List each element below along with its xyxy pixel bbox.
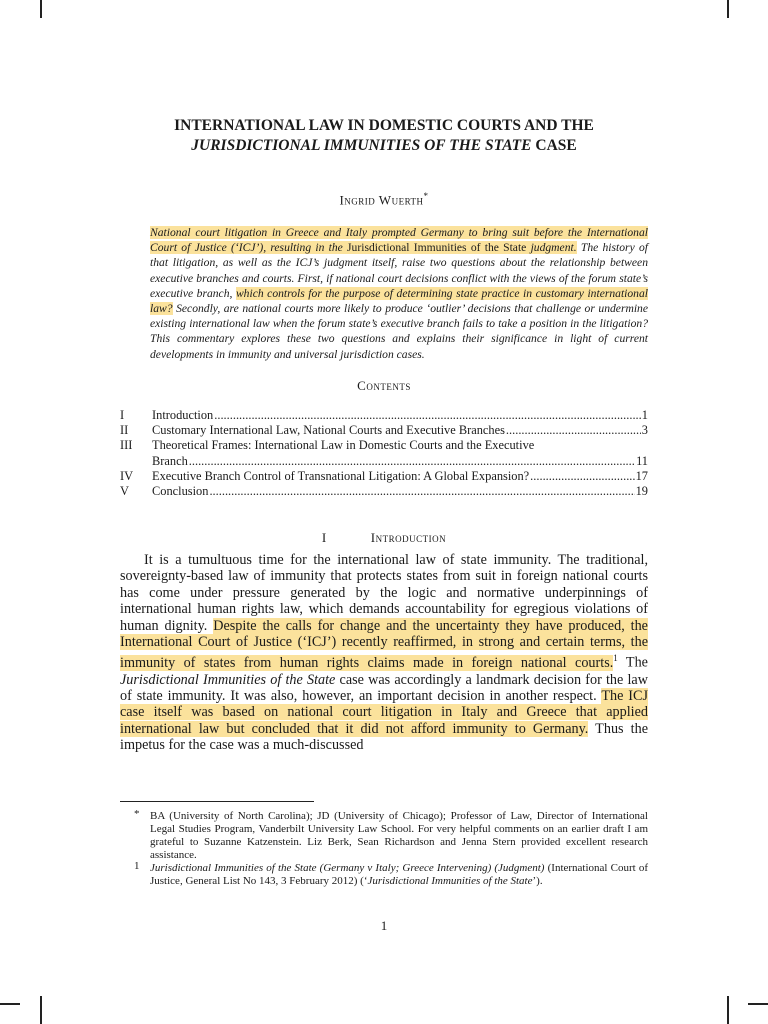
abstract [150, 225, 648, 362]
crop-mark-top-right [727, 0, 729, 18]
toc-page: 17 [635, 468, 648, 483]
toc-page: 1 [641, 408, 648, 422]
footnote-marker: * [134, 808, 140, 820]
footnote-ref-1[interactable]: 1 [613, 653, 618, 664]
toc-leader [189, 454, 635, 469]
abstract-highlight-2: which controls for the purpose of determining state practice in customary international law? [150, 286, 649, 316]
section-heading [120, 530, 648, 546]
abstract-highlight-1 [150, 226, 648, 254]
toc-label: Conclusion [152, 484, 209, 499]
footnote-case-title: Jurisdictional Immunities of the State (Germany v Italy; Greece Intervening) (Judgment) [150, 862, 545, 874]
footnote-citation: (International Court of Justice, General List No 143, 3 February 2012) (‘ [150, 862, 648, 887]
footnote-text: BA (University of North Carolina); JD (University of Chicago); Professor of Law, Director of International Legal Studies Program, Vanderbilt University Law School. For very helpful comments on an earlier draft I am grateful to Suzanne Katzenstein. Liz Berk, Sean Richardson and Jenna Stern provided excellent research assistance. [150, 810, 648, 861]
toc-leader [530, 469, 634, 484]
footnote-short-title: Jurisdictional Immunities of the State [367, 875, 533, 887]
toc-leader [214, 408, 641, 423]
toc-page: 3 [641, 423, 648, 438]
crop-mark-bottom-right [727, 996, 729, 1024]
toc-label: Introduction [152, 408, 214, 422]
toc-label: Executive Branch Control of Transnational Litigation: A Global Expansion? [152, 468, 530, 483]
body-highlight-2: The ICJ case itself was based on national court litigation in Italy and Greece that applied international law but concluded that it did not afford immunity to Germany. [120, 687, 648, 737]
toc-number: V [120, 484, 129, 499]
toc-label: Branch [152, 453, 188, 468]
title-case-name: JURISDICTIONAL IMMUNITIES OF THE STATE [191, 137, 532, 154]
footnote-text [150, 862, 648, 888]
footnote-rule [120, 801, 314, 802]
toc-page: 11 [636, 453, 648, 468]
crop-mark-bottom-left-h [0, 1003, 20, 1005]
toc-page: 19 [635, 484, 648, 499]
body-case-name: Jurisdictional Immunities of the State [120, 671, 336, 688]
toc-number: I [120, 408, 125, 422]
crop-mark-bottom-right-h [748, 1003, 768, 1005]
abstract-text-1b: judgment. [526, 241, 577, 255]
toc-entry-continued[interactable] [120, 454, 648, 469]
article-title [120, 116, 648, 156]
abstract-text-2: The history of that litigation, as well as the ICJ’s judgment itself, raise two questions about the relationship between executive branches and courts. First, if national court decisions conflict with the views of the forum state’s executive branch, [150, 241, 648, 300]
author-line [120, 191, 648, 208]
page-number: 1 [380, 918, 388, 933]
body-text-3: case was accordingly a landmark decision for the law of state immunity. It was also, however, an important decision in another respect. [120, 671, 648, 704]
toc-entry[interactable] [120, 423, 648, 438]
toc-label: Theoretical Frames: International Law in Domestic Courts and the Executive [152, 438, 535, 453]
body-text-4: Thus the impetus for the case was a much-discussed [120, 720, 649, 754]
title-case-word: CASE [531, 137, 577, 154]
section-number: I [321, 530, 327, 545]
contents-heading: Contents [357, 378, 411, 393]
crop-mark-bottom-left [40, 996, 42, 1024]
toc-number: IV [120, 468, 134, 483]
footnote-1 [120, 862, 648, 888]
abstract-text-1a: National court litigation in Greece and Italy prompted Germany to bring suit before the International Court of Justice (‘ICJ’), resulting in the [150, 226, 648, 255]
abstract-text-3: Secondly, are national courts more likely to produce ‘outlier’ decisions that challenge or undermine existing international law when the forum state’s executive branch fails to take a position in the litigation? This commentary explores these two questions and explains their significance in light of current developments in immunity and universal jurisdiction cases. [150, 302, 648, 361]
toc-leader [209, 484, 634, 499]
footnote-end: ’). [532, 875, 543, 887]
abstract-case-name: Jurisdictional Immunities of the State [347, 241, 527, 255]
section-title: Introduction [370, 530, 447, 545]
toc-entry[interactable] [120, 484, 648, 499]
author-name: Ingrid Wuerth [339, 192, 424, 208]
title-line-1: INTERNATIONAL LAW IN DOMESTIC COURTS AND THE [174, 117, 594, 134]
body-text-1: It is a tumultuous time for the international law of state immunity. The traditional, sovereignty-based law of immunity that protects states from suit in foreign national courts has come under pressure generated by the logic and normative underpinnings of international human rights law, which demands accountability for egregious violations of human dignity. [120, 552, 648, 634]
footnote-marker: 1 [134, 860, 140, 872]
toc-entry[interactable] [120, 469, 648, 484]
title-line-2 [120, 136, 648, 156]
toc-leader [506, 423, 641, 438]
body-text-2: The [617, 655, 648, 672]
toc-entry[interactable] [120, 438, 648, 453]
toc-number: II [120, 423, 129, 438]
toc-entry[interactable] [120, 408, 648, 423]
toc-number: III [120, 438, 133, 453]
crop-mark-top-left [40, 0, 42, 18]
body-paragraph [120, 552, 648, 754]
author-footnote-marker[interactable]: * [423, 191, 429, 201]
footnote-star [120, 810, 648, 862]
toc-label: Customary International Law, National Courts and Executive Branches [152, 423, 505, 438]
table-of-contents [120, 408, 648, 499]
body-highlight-1: Despite the calls for change and the uncertainty they have produced, the International Court of Justice (‘ICJ’) recently reaffirmed, in strong and certain terms, the immunity of states from human rights claims made in foreign national courts. [120, 617, 648, 672]
